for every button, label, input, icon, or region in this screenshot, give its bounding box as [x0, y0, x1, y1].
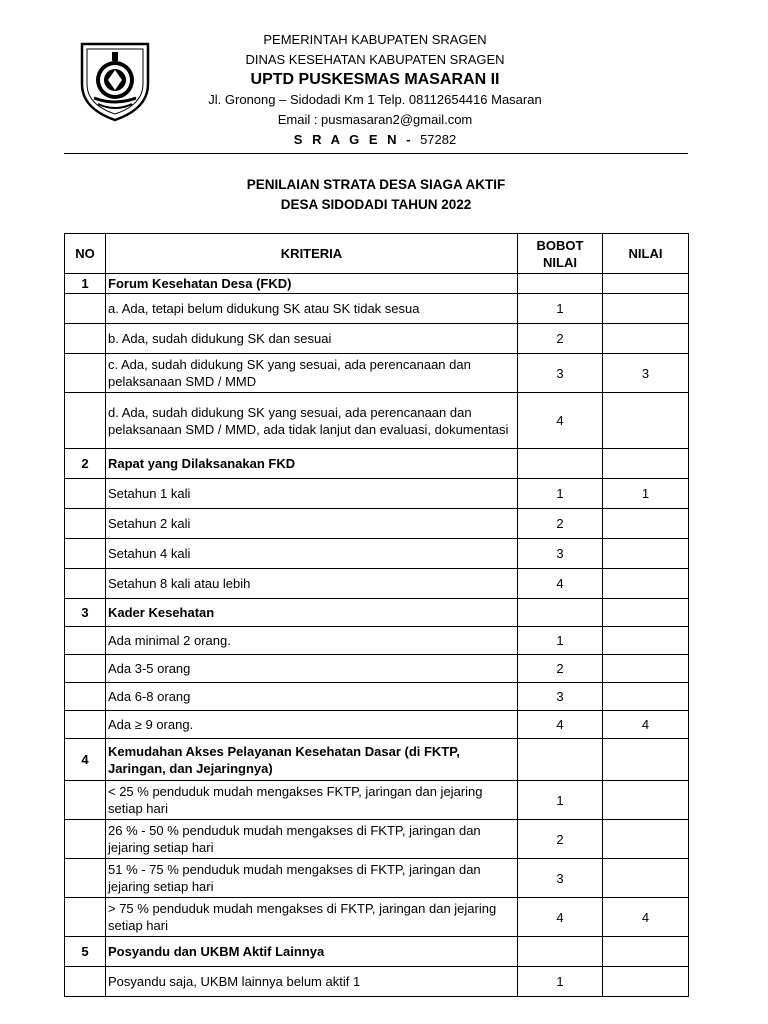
cell-nilai: [603, 627, 689, 655]
cell-kriteria: 26 % - 50 % penduduk mudah mengakses di FKTP, jaringan dan jejaring setiap hari: [106, 820, 518, 859]
cell-kriteria: Setahun 8 kali atau lebih: [106, 569, 518, 599]
cell-nilai: 1: [603, 479, 689, 509]
table-row: [65, 898, 689, 937]
cell-no: [65, 781, 106, 820]
cell-no: [65, 354, 106, 393]
cell-kriteria: Setahun 1 kali: [106, 479, 518, 509]
cell-bobot: 1: [518, 479, 603, 509]
section-row: [65, 449, 689, 479]
cell-nilai: [603, 324, 689, 354]
cell-kriteria: Rapat yang Dilaksanakan FKD: [106, 449, 518, 479]
cell-kriteria: Ada minimal 2 orang.: [106, 627, 518, 655]
cell-kriteria: d. Ada, sudah didukung SK yang sesuai, ada perencanaan dan pelaksanaan SMD / MMD, ada tidak lanjut dan evaluasi, dokumentasi: [106, 393, 518, 449]
table-row: [65, 324, 689, 354]
cell-no: [65, 711, 106, 739]
cell-nilai: 4: [603, 711, 689, 739]
cell-bobot: [518, 449, 603, 479]
department-line: DINAS KESEHATAN KABUPATEN SRAGEN: [245, 52, 505, 67]
table-row: [65, 711, 689, 739]
cell-no: [65, 859, 106, 898]
cell-kriteria: Forum Kesehatan Desa (FKD): [106, 274, 518, 294]
cell-nilai: [603, 599, 689, 627]
cell-bobot: 1: [518, 781, 603, 820]
cell-no: 1: [65, 274, 106, 294]
cell-bobot: 4: [518, 393, 603, 449]
cell-no: [65, 627, 106, 655]
cell-kriteria: Setahun 2 kali: [106, 509, 518, 539]
government-line: PEMERINTAH KABUPATEN SRAGEN: [263, 32, 487, 47]
cell-no: [65, 967, 106, 997]
cell-nilai: [603, 655, 689, 683]
cell-no: [65, 898, 106, 937]
cell-bobot: [518, 274, 603, 294]
table-row: [65, 393, 689, 449]
cell-kriteria: Ada 6-8 orang: [106, 683, 518, 711]
cell-no: [65, 479, 106, 509]
table-body: [65, 274, 689, 997]
cell-bobot: 2: [518, 820, 603, 859]
section-row: [65, 599, 689, 627]
cell-bobot: 4: [518, 711, 603, 739]
cell-bobot: 3: [518, 859, 603, 898]
cell-kriteria: Kemudahan Akses Pelayanan Kesehatan Dasar (di FKTP, Jaringan, dan Jejaringnya): [106, 739, 518, 781]
cell-bobot: 1: [518, 967, 603, 997]
cell-nilai: [603, 393, 689, 449]
cell-nilai: [603, 569, 689, 599]
cell-no: [65, 683, 106, 711]
section-row: [65, 739, 689, 781]
cell-no: [65, 820, 106, 859]
cell-bobot: 3: [518, 539, 603, 569]
table-row: [65, 294, 689, 324]
header-divider: [64, 153, 688, 154]
cell-bobot: 4: [518, 569, 603, 599]
cell-no: [65, 655, 106, 683]
cell-nilai: [603, 820, 689, 859]
cell-bobot: 3: [518, 354, 603, 393]
cell-kriteria: Posyandu saja, UKBM lainnya belum aktif 1: [106, 967, 518, 997]
header-nilai: NILAI: [603, 234, 689, 274]
cell-no: [65, 569, 106, 599]
table-row: [65, 820, 689, 859]
cell-bobot: [518, 739, 603, 781]
cell-bobot: [518, 937, 603, 967]
cell-bobot: 2: [518, 324, 603, 354]
institution-name: UPTD PUSKESMAS MASARAN II: [250, 71, 500, 88]
cell-kriteria: 51 % - 75 % penduduk mudah mengakses di FKTP, jaringan dan jejaring setiap hari: [106, 859, 518, 898]
criteria-table: [64, 233, 689, 997]
cell-no: 4: [65, 739, 106, 781]
cell-kriteria: Setahun 4 kali: [106, 539, 518, 569]
cell-kriteria: a. Ada, tetapi belum didukung SK atau SK tidak sesua: [106, 294, 518, 324]
header-bobot: BOBOT NILAI: [518, 234, 603, 274]
cell-nilai: [603, 859, 689, 898]
table-row: [65, 569, 689, 599]
cell-no: [65, 324, 106, 354]
cell-bobot: 2: [518, 655, 603, 683]
section-row: [65, 274, 689, 294]
cell-bobot: 1: [518, 294, 603, 324]
table-row: [65, 859, 689, 898]
cell-no: 2: [65, 449, 106, 479]
cell-kriteria: Posyandu dan UKBM Aktif Lainnya: [106, 937, 518, 967]
table-row: [65, 655, 689, 683]
cell-bobot: 1: [518, 627, 603, 655]
cell-kriteria: b. Ada, sudah didukung SK dan sesuai: [106, 324, 518, 354]
header-kriteria: KRITERIA: [106, 234, 518, 274]
table-row: [65, 683, 689, 711]
cell-no: 3: [65, 599, 106, 627]
cell-kriteria: c. Ada, sudah didukung SK yang sesuai, ada perencanaan dan pelaksanaan SMD / MMD: [106, 354, 518, 393]
city-name: S R A G E N -: [293, 132, 414, 147]
email-line: Email : pusmasaran2@gmail.com: [277, 112, 473, 127]
cell-no: 5: [65, 937, 106, 967]
cell-nilai: [603, 683, 689, 711]
cell-bobot: 2: [518, 509, 603, 539]
title-line-2: DESA SIDODADI TAHUN 2022: [280, 197, 472, 212]
title-line-1: PENILAIAN STRATA DESA SIAGA AKTIF: [246, 177, 506, 192]
cell-kriteria: Ada 3-5 orang: [106, 655, 518, 683]
header-no: NO: [65, 234, 106, 274]
cell-bobot: 3: [518, 683, 603, 711]
table-row: [65, 479, 689, 509]
city-line: [160, 130, 590, 150]
cell-nilai: [603, 294, 689, 324]
cell-kriteria: Ada ≥ 9 orang.: [106, 711, 518, 739]
cell-kriteria: Kader Kesehatan: [106, 599, 518, 627]
cell-kriteria: > 75 % penduduk mudah mengakses di FKTP, jaringan dan jejaring setiap hari: [106, 898, 518, 937]
document-title: [64, 175, 688, 215]
table-header-row: [65, 234, 689, 274]
cell-bobot: [518, 599, 603, 627]
cell-nilai: [603, 781, 689, 820]
table-row: [65, 354, 689, 393]
table-row: [65, 781, 689, 820]
cell-nilai: 4: [603, 898, 689, 937]
cell-nilai: [603, 509, 689, 539]
cell-bobot: 4: [518, 898, 603, 937]
cell-nilai: [603, 539, 689, 569]
letterhead: [160, 30, 590, 150]
section-row: [65, 937, 689, 967]
cell-no: [65, 294, 106, 324]
cell-no: [65, 539, 106, 569]
cell-no: [65, 509, 106, 539]
cell-nilai: [603, 739, 689, 781]
address-line: Jl. Gronong – Sidodadi Km 1 Telp. 08112654416 Masaran: [208, 92, 542, 107]
table-row: [65, 509, 689, 539]
table-row: [65, 967, 689, 997]
postal-code: 57282: [420, 132, 457, 147]
table-row: [65, 539, 689, 569]
cell-nilai: [603, 967, 689, 997]
regency-emblem-icon: [78, 40, 152, 122]
cell-nilai: [603, 937, 689, 967]
cell-kriteria: < 25 % penduduk mudah mengakses FKTP, jaringan dan jejaring setiap hari: [106, 781, 518, 820]
table-row: [65, 627, 689, 655]
cell-nilai: 3: [603, 354, 689, 393]
cell-no: [65, 393, 106, 449]
cell-nilai: [603, 449, 689, 479]
cell-nilai: [603, 274, 689, 294]
